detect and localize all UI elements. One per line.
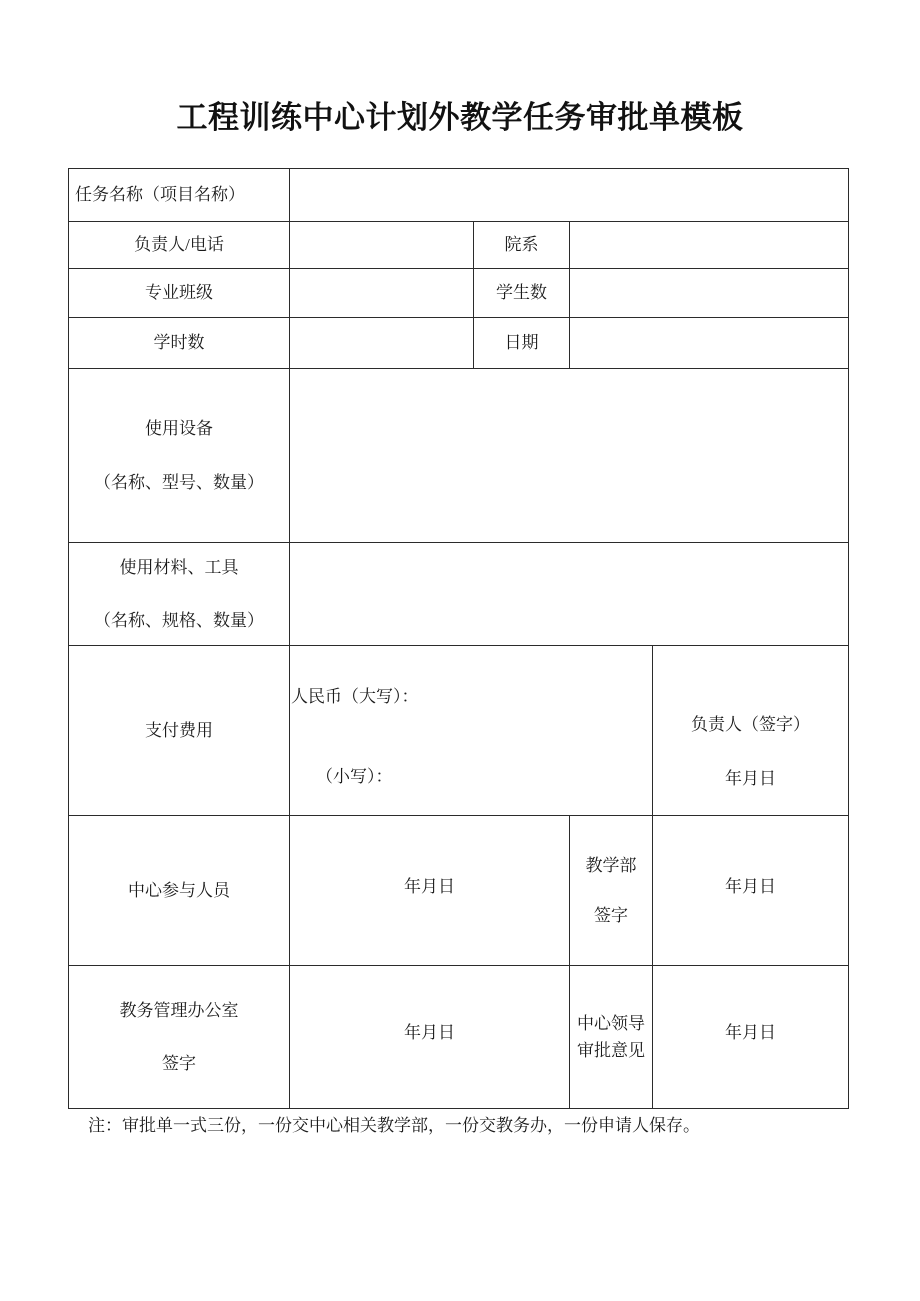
teaching-dept-label-block — [570, 852, 652, 928]
field-center-leader-signature[interactable] — [653, 966, 849, 1109]
field-department-value — [570, 241, 848, 249]
table-row-materials — [69, 543, 849, 646]
payment-signature-date: 年月日 — [725, 768, 776, 788]
label-task-name — [69, 169, 290, 222]
field-student-count-value — [570, 289, 848, 297]
field-equipment-value — [290, 452, 848, 460]
footer-note: 注：审批单一式三份，一份交中心相关教学部，一份交教务办，一份申请人保存。 — [88, 1116, 700, 1135]
label-equipment-block — [69, 411, 289, 499]
payment-amount-upper-label: 人民币（大写）： — [291, 687, 419, 707]
field-center-staff[interactable] — [290, 816, 570, 966]
label-center-staff — [69, 816, 290, 966]
label-teaching-dept — [570, 816, 653, 966]
payment-signature-block — [653, 669, 848, 791]
academic-office-date: 年月日 — [404, 1023, 455, 1043]
label-equipment — [69, 369, 290, 543]
academic-office-value-block — [290, 1019, 569, 1054]
field-major-class[interactable] — [290, 269, 474, 318]
approval-form-table — [68, 168, 849, 1109]
label-owner-phone-text: 负责人/电话 — [134, 235, 224, 255]
label-academic-office-block — [69, 993, 289, 1081]
field-teaching-dept-signature[interactable] — [653, 816, 849, 966]
payment-amount-lower — [290, 711, 652, 790]
field-materials[interactable] — [290, 543, 849, 646]
field-class-hours[interactable] — [290, 318, 474, 369]
field-major-class-value — [290, 289, 473, 297]
label-payment — [69, 646, 290, 816]
field-task-name[interactable] — [290, 169, 849, 222]
payment-signature-label: 负责人（签字） — [691, 715, 810, 735]
field-academic-office[interactable] — [290, 966, 570, 1109]
label-materials — [69, 543, 290, 646]
label-payment-text: 支付费用 — [145, 720, 213, 740]
label-academic-office-line1: 教务管理办公室 — [119, 1000, 239, 1020]
label-center-leader-opinion-text: 中心领导审批意见 — [577, 1013, 645, 1060]
field-owner-phone[interactable] — [290, 222, 474, 269]
center-staff-value-block — [290, 873, 569, 908]
label-academic-office-line2: 签字 — [162, 1054, 196, 1073]
label-center-staff-text: 中心参与人员 — [128, 880, 230, 900]
table-row-payment — [69, 646, 849, 816]
center-leader-date: 年月日 — [725, 1023, 776, 1043]
center-staff-date: 年月日 — [404, 876, 455, 896]
label-materials-line2: （名称、规格、数量） — [94, 611, 264, 630]
label-materials-block — [69, 550, 289, 638]
label-owner-phone — [69, 222, 290, 269]
field-materials-value — [290, 590, 848, 598]
label-academic-office — [69, 966, 290, 1109]
field-student-count[interactable] — [570, 269, 849, 318]
table-row-equipment — [69, 369, 849, 543]
label-student-count-text: 学生数 — [496, 283, 547, 303]
table-row-center-staff — [69, 816, 849, 966]
label-equipment-line1: 使用设备 — [145, 419, 213, 439]
label-materials-line1: 使用材料、工具 — [119, 557, 239, 577]
field-date[interactable] — [570, 318, 849, 369]
payment-amount-upper — [290, 671, 652, 710]
label-department — [474, 222, 570, 269]
teaching-dept-date: 年月日 — [725, 876, 776, 896]
page-title: 工程训练中心计划外教学任务审批单模板 — [176, 100, 744, 136]
teaching-dept-date-block — [653, 873, 848, 908]
label-date-text: 日期 — [504, 333, 539, 353]
table-row-major-class — [69, 269, 849, 318]
label-student-count — [474, 269, 570, 318]
table-row-class-hours — [69, 318, 849, 369]
label-task-name-text: 任务名称（项目名称） — [75, 185, 245, 205]
center-leader-date-block — [653, 1019, 848, 1054]
field-date-value — [570, 339, 848, 347]
label-teaching-dept-line2: 签字 — [594, 905, 628, 925]
label-major-class-text: 专业班级 — [145, 283, 213, 303]
label-major-class — [69, 269, 290, 318]
label-class-hours — [69, 318, 290, 369]
field-equipment[interactable] — [290, 369, 849, 543]
field-task-name-value — [290, 191, 848, 199]
table-row-task-name — [69, 169, 849, 222]
field-owner-phone-value — [290, 241, 473, 249]
label-equipment-line2: （名称、型号、数量） — [94, 472, 264, 492]
label-date — [474, 318, 570, 369]
field-department[interactable] — [570, 222, 849, 269]
label-teaching-dept-line1: 教学部 — [585, 856, 637, 876]
field-payment-signature[interactable] — [653, 646, 849, 816]
payment-amount-lower-label: （小写）： — [316, 766, 393, 786]
table-row-owner-phone — [69, 222, 849, 269]
label-center-leader-opinion — [570, 966, 653, 1109]
field-payment-amounts[interactable] — [290, 646, 653, 816]
label-department-text: 院系 — [504, 235, 539, 255]
label-class-hours-text: 学时数 — [153, 333, 205, 353]
field-class-hours-value — [290, 339, 473, 347]
table-row-academic-office — [69, 966, 849, 1109]
